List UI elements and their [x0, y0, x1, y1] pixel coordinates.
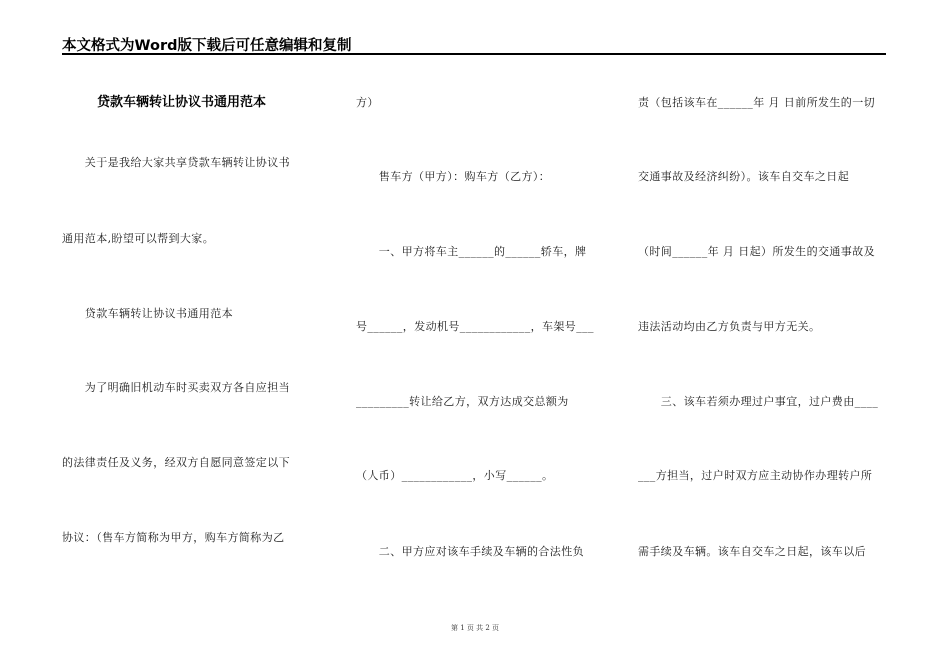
text-line: 售车方（甲方）：购车方（乙方）：	[356, 170, 551, 183]
text-line: 号______，发动机号____________，车架号___	[356, 320, 594, 333]
text-line: 需手续及车辆。该车自交车之日起，该车以后	[638, 545, 866, 558]
text-line: 一、甲方将车主______的______轿车，牌	[356, 245, 587, 258]
text-line: ___方担当，过户时双方应主动协作办理转户所	[638, 469, 873, 482]
text-line: 责（包括该车在______年 月 日前所发生的一切	[638, 96, 875, 109]
text-line: 关于是我给大家共享贷款车辆转让协议书	[62, 156, 290, 169]
text-line: 三、该车若须办理过户事宜，过户费由____	[638, 395, 879, 408]
text-line: _________转让给乙方，双方达成交总额为	[356, 395, 569, 408]
text-line: （时间______年 月 日起）所发生的交通事故及	[638, 245, 875, 258]
document-title: 贷款车辆转让协议书通用范本	[97, 95, 267, 110]
text-line: 交通事故及经济纠纷）。该车自交车之日起	[638, 170, 850, 183]
header-title: 本文格式为Word版下载后可任意编辑和复制	[62, 38, 352, 54]
text-line: 违法活动均由乙方负责与甲方无关。	[638, 320, 821, 333]
page-number: 第 1 页 共 2 页	[450, 624, 500, 632]
text-line: 为了明确旧机动车时买卖双方各自应担当	[62, 381, 290, 394]
text-line: 通用范本,盼望可以帮到大家。	[62, 232, 215, 245]
text-line: 贷款车辆转让协议书通用范本	[62, 307, 233, 320]
text-line: （人币）____________，小写______。	[356, 469, 554, 482]
header-divider	[62, 53, 886, 55]
text-line: 的法律责任及义务，经双方自愿同意签定以下	[62, 456, 290, 469]
text-line: 方）	[356, 96, 379, 109]
text-line: 二、甲方应对该车手续及车辆的合法性负	[356, 545, 584, 558]
text-line: 协议：（售车方简称为甲方，购车方简称为乙	[62, 531, 285, 544]
